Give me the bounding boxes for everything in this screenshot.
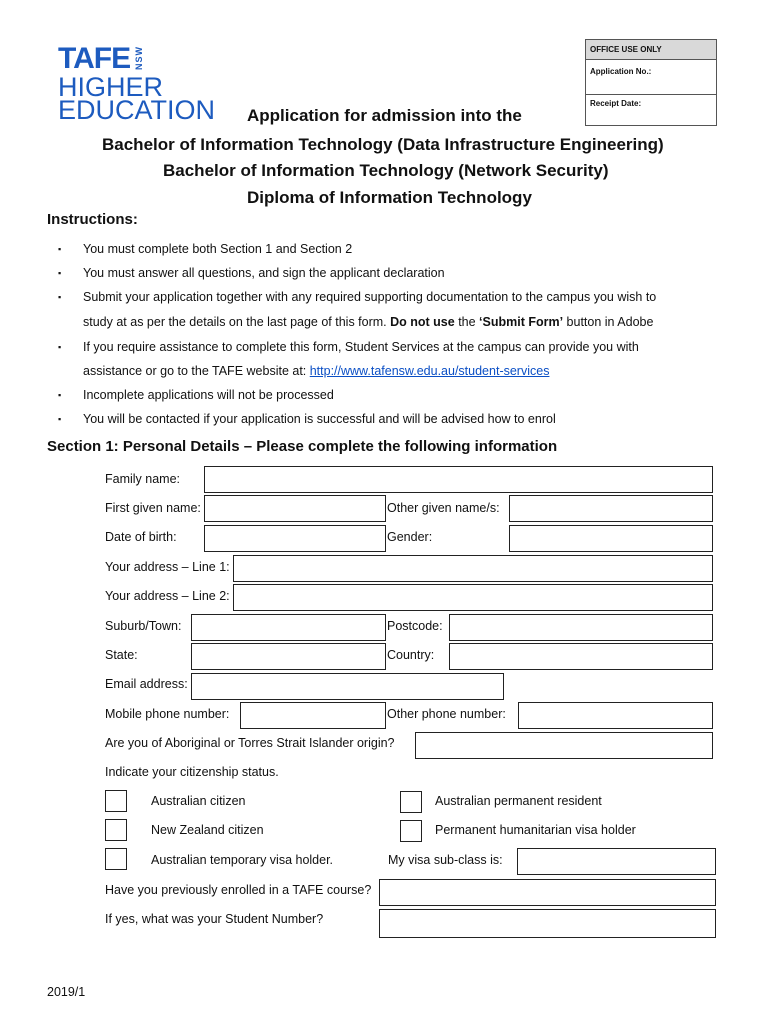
- aboriginal-origin-label: Are you of Aboriginal or Torres Strait Islander origin?: [105, 736, 395, 750]
- date-of-birth-label: Date of birth:: [105, 530, 177, 544]
- nz-citizen-checkbox[interactable]: [105, 819, 127, 841]
- logo-higher: HIGHER: [58, 72, 164, 102]
- office-divider: [586, 94, 716, 95]
- bullet-2: ▪: [58, 268, 62, 278]
- section-1-heading: Section 1: Personal Details – Please complete the following information: [47, 438, 558, 455]
- office-use-box: [585, 39, 717, 126]
- bullet-6: ▪: [58, 414, 62, 424]
- australian-citizen-label: Australian citizen: [151, 794, 246, 808]
- instructions-heading: Instructions:: [47, 211, 138, 228]
- address-line-2-field[interactable]: [233, 584, 713, 611]
- form-version: 2019/1: [47, 985, 86, 999]
- bullet-3: ▪: [58, 292, 62, 302]
- bullet-5: ▪: [58, 390, 62, 400]
- australian-citizen-checkbox[interactable]: [105, 790, 127, 812]
- temporary-visa-checkbox[interactable]: [105, 848, 127, 870]
- mobile-phone-label: Mobile phone number:: [105, 707, 230, 721]
- other-given-names-label: Other given name/s:: [387, 501, 500, 515]
- other-phone-label: Other phone number:: [387, 707, 506, 721]
- humanitarian-visa-label: Permanent humanitarian visa holder: [435, 823, 636, 837]
- date-of-birth-field[interactable]: [204, 525, 386, 552]
- instruction-3-text-e: button in Adobe: [563, 315, 654, 329]
- postcode-field[interactable]: [449, 614, 713, 641]
- instruction-3-line-1: Submit your application together with any required supporting documentation to the campus you wish to: [83, 290, 657, 304]
- receipt-date-label: Receipt Date:: [590, 99, 642, 108]
- title-line-3: Bachelor of Information Technology (Network Security): [163, 161, 609, 180]
- student-services-link[interactable]: http://www.tafensw.edu.au/student-services: [309, 364, 550, 378]
- gender-field[interactable]: [509, 525, 713, 552]
- address-line-1-label: Your address – Line 1:: [105, 560, 230, 574]
- previous-tafe-label: Have you previously enrolled in a TAFE course?: [105, 883, 372, 897]
- instruction-2: You must answer all questions, and sign the applicant declaration: [83, 266, 445, 280]
- instruction-4-text-a: assistance or go to the TAFE website at:: [83, 364, 310, 378]
- title-line-2: Bachelor of Information Technology (Data Infrastructure Engineering): [102, 135, 664, 154]
- humanitarian-visa-checkbox[interactable]: [400, 820, 422, 842]
- nz-citizen-label: New Zealand citizen: [151, 823, 264, 837]
- email-field[interactable]: [191, 673, 504, 700]
- family-name-label: Family name:: [105, 472, 181, 486]
- aboriginal-origin-field[interactable]: [415, 732, 713, 759]
- gender-label: Gender:: [387, 530, 433, 544]
- previous-tafe-field[interactable]: [379, 879, 716, 906]
- instruction-3-do-not-use: Do not use: [390, 315, 455, 329]
- logo-tafe: TAFE: [58, 42, 131, 75]
- first-given-name-field[interactable]: [204, 495, 386, 522]
- instruction-5: Incomplete applications will not be processed: [83, 388, 334, 402]
- logo-nsw: NSW: [134, 46, 144, 70]
- citizenship-label: Indicate your citizenship status.: [105, 765, 279, 779]
- postcode-label: Postcode:: [387, 619, 443, 633]
- application-no-label: Application No.:: [590, 67, 652, 76]
- title-line-4: Diploma of Information Technology: [247, 188, 532, 207]
- bullet-4: ▪: [58, 342, 62, 352]
- instruction-3-text-a: study at as per the details on the last page of this form.: [83, 315, 391, 329]
- mobile-phone-field[interactable]: [240, 702, 386, 729]
- visa-subclass-field[interactable]: [517, 848, 716, 875]
- state-label: State:: [105, 648, 138, 662]
- address-line-2-label: Your address – Line 2:: [105, 589, 230, 603]
- visa-subclass-label: My visa sub-class is:: [388, 853, 503, 867]
- first-given-name-label: First given name:: [105, 501, 201, 515]
- instruction-1: You must complete both Section 1 and Section 2: [83, 242, 353, 256]
- student-number-field[interactable]: [379, 909, 716, 938]
- title-line-1: Application for admission into the: [247, 106, 522, 125]
- other-phone-field[interactable]: [518, 702, 713, 729]
- suburb-field[interactable]: [191, 614, 386, 641]
- permanent-resident-checkbox[interactable]: [400, 791, 422, 813]
- address-line-1-field[interactable]: [233, 555, 713, 582]
- instruction-3-text-c: the: [454, 315, 480, 329]
- suburb-label: Suburb/Town:: [105, 619, 182, 633]
- student-number-label: If yes, what was your Student Number?: [105, 912, 324, 926]
- other-given-names-field[interactable]: [509, 495, 713, 522]
- instruction-4-line-1: If you require assistance to complete this form, Student Services at the campus can provide you with: [83, 340, 639, 354]
- instruction-6: You will be contacted if your application is successful and will be advised how to enrol: [83, 412, 556, 426]
- country-field[interactable]: [449, 643, 713, 670]
- instruction-4-line-2: [83, 364, 549, 378]
- temporary-visa-label: Australian temporary visa holder.: [151, 853, 334, 867]
- family-name-field[interactable]: [204, 466, 713, 493]
- logo-education: EDUCATION: [58, 95, 216, 125]
- email-label: Email address:: [105, 677, 188, 691]
- permanent-resident-label: Australian permanent resident: [435, 794, 602, 808]
- instruction-3-line-2: [83, 315, 653, 329]
- bullet-1: ▪: [58, 244, 62, 254]
- country-label: Country:: [387, 648, 435, 662]
- state-field[interactable]: [191, 643, 386, 670]
- office-use-header: OFFICE USE ONLY: [586, 40, 716, 60]
- instruction-3-submit-form: ‘Submit Form’: [479, 315, 564, 329]
